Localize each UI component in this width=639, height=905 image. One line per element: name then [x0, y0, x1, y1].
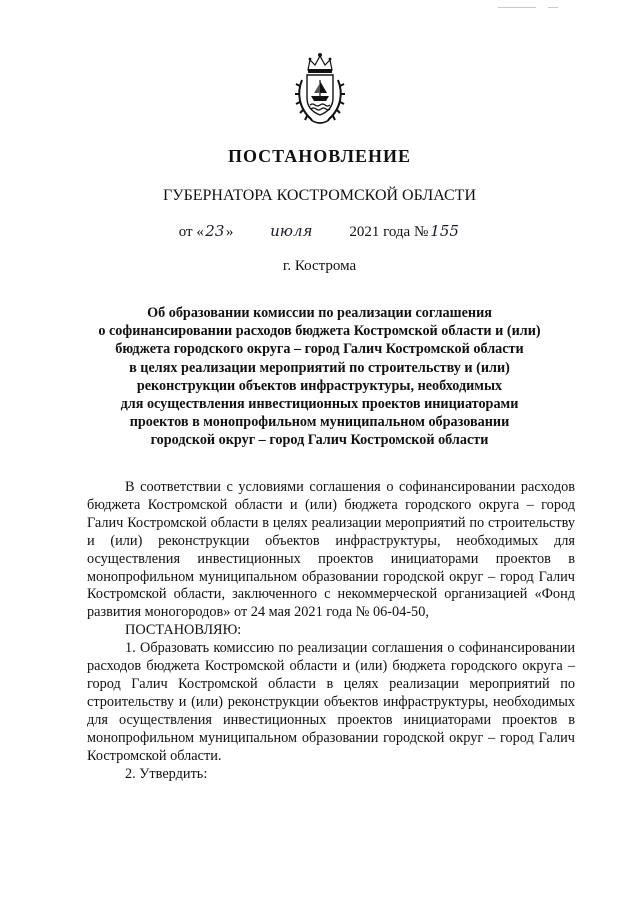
resolve-heading: ПОСТАНОВЛЯЮ:	[125, 622, 242, 639]
date-day-handwritten: 23	[205, 222, 225, 240]
title-line: в целях реализации мероприятий по строительству и (или)	[129, 359, 510, 376]
date-prefix: от «	[178, 224, 204, 240]
document-number-handwritten: 155	[430, 222, 459, 240]
issuer-line: ГУБЕРНАТОРА КОСТРОМСКОЙ ОБЛАСТИ	[162, 187, 476, 204]
title-line: проектов в монопрофильном муниципальном образовании	[129, 414, 510, 431]
date-day-close: »	[225, 224, 234, 240]
document-body	[87, 479, 575, 783]
document-type: ПОСТАНОВЛЕНИЕ	[227, 146, 412, 166]
date-year: 2021 года №	[349, 224, 429, 240]
scan-artifact	[548, 7, 558, 8]
document-title	[60, 304, 579, 450]
item-2-paragraph: 2. Утвердить:	[125, 765, 208, 782]
coat-of-arms-icon	[294, 50, 346, 128]
date-line	[0, 222, 639, 241]
scan-artifact	[498, 7, 536, 8]
city: г. Кострома	[282, 258, 357, 274]
preamble-paragraph: В соответствии с условиями соглашения о софинансировании расходов бюджета Костромской области и (или) бюджета городского округа – город Галич Костромской области в целях реализации мероприятий по строительству и (или) реконструкции объектов инфраструктуры, необходимых для осуществления инвестиционных проектов инициаторами проектов в монопрофильном муниципальном образовании городской округ – город Галич Костромской области, заключенного с некоммерческой организацией «Фонд развития моногородов» от 24 мая 2021 года № 06-04-50,	[87, 479, 575, 621]
item-1-paragraph: 1. Образовать комиссию по реализации соглашения о софинансировании расходов бюджета Костромской области и (или) бюджета городского округа – город Галич Костромской области в целях реализации мероприятий по строительству и (или) реконструкции объектов инфраструктуры, необходимых для осуществления инвестиционных проектов инициаторами проектов в монопрофильном муниципальном образовании городской округ – город Галич Костромской области.	[87, 640, 575, 764]
title-line: реконструкции объектов инфраструктуры, необходимых	[136, 377, 503, 394]
date-month-handwritten: июля	[270, 222, 313, 240]
title-line: для осуществления инвестиционных проектов инициаторами	[120, 396, 519, 413]
title-line: Об образовании комиссии по реализации соглашения	[147, 305, 492, 321]
title-line: о софинансировании расходов бюджета Костромской области и (или)	[98, 323, 541, 340]
title-line: городской округ – город Галич Костромской области	[150, 432, 489, 449]
title-line: бюджета городского округа – город Галич Костромской области	[115, 341, 524, 358]
